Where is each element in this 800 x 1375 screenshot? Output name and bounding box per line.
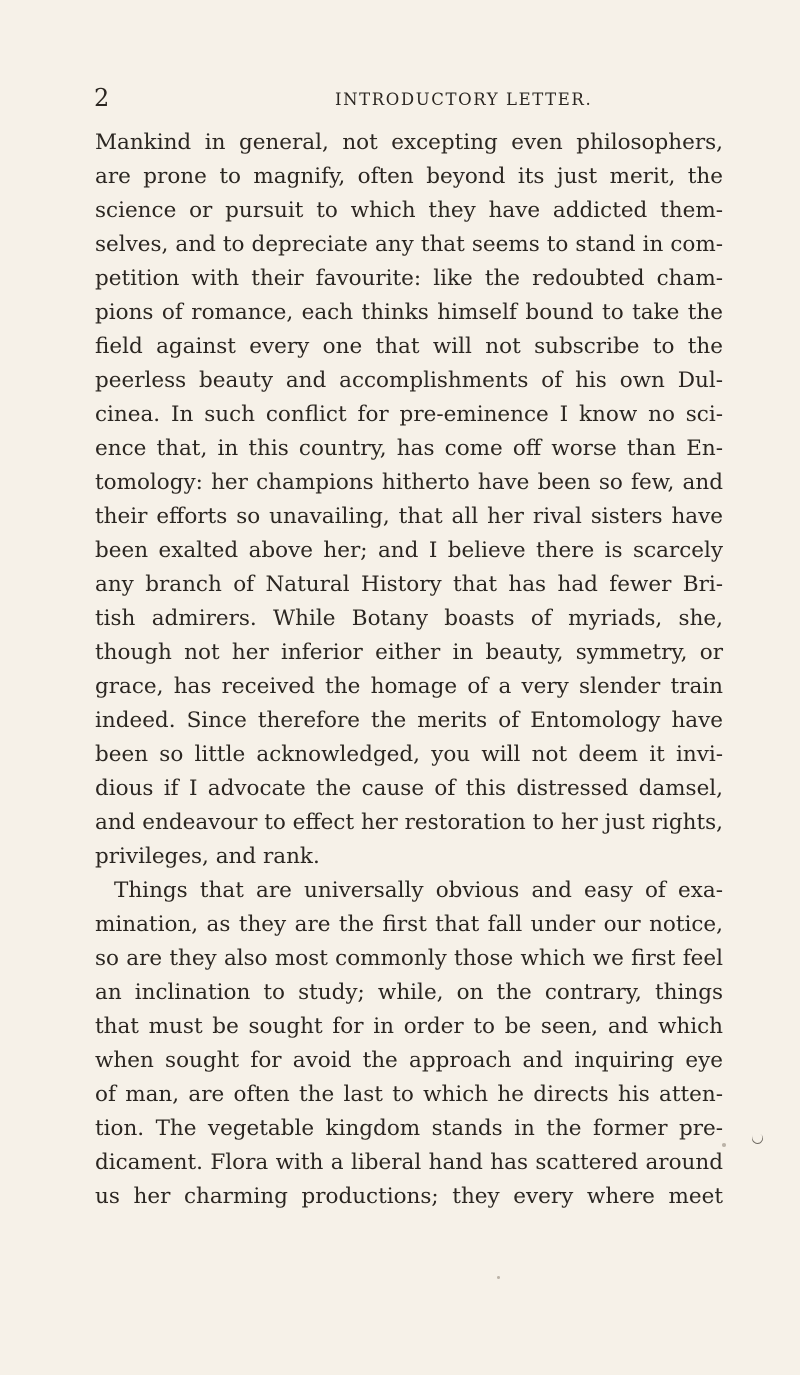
text-line: any branch of Natural History that has had fewer Bri- (95, 572, 723, 597)
text-line: pions of romance, each thinks himself bound to take the (95, 300, 723, 325)
page-number: 2 (94, 84, 110, 112)
text-line: peerless beauty and accomplishments of his own Dul- (95, 368, 723, 393)
text-line: been so little acknowledged, you will not deem it invi- (95, 742, 723, 767)
text-line: been exalted above her; and I believe there is scarcely (95, 538, 723, 563)
text-line: indeed. Since therefore the merits of Entomology have (95, 708, 723, 733)
text-line: when sought for avoid the approach and inquiring eye (95, 1048, 723, 1073)
running-head: INTRODUCTORY LETTER. (335, 90, 593, 109)
text-line: petition with their favourite: like the redoubted cham- (95, 266, 723, 291)
text-line: are prone to magnify, often beyond its just merit, the (95, 164, 723, 189)
text-line: of man, are often the last to which he directs his atten- (95, 1082, 723, 1107)
text-line: tomology: her champions hitherto have been so few, and (95, 470, 723, 495)
text-line: Mankind in general, not excepting even philosophers, (95, 130, 723, 155)
paper-speck (722, 1143, 726, 1147)
text-line: Things that are universally obvious and easy of exa- (114, 878, 723, 903)
text-line: dicament. Flora with a liberal hand has scattered around (95, 1150, 723, 1175)
text-line: cinea. In such conflict for pre-eminence I know no sci- (95, 402, 723, 427)
text-line: their efforts so unavailing, that all her rival sisters have (95, 504, 723, 529)
text-line: ence that, in this country, has come off worse than En- (95, 436, 723, 461)
text-line: field against every one that will not subscribe to the (95, 334, 723, 359)
text-line: privileges, and rank. (95, 844, 320, 869)
text-line: so are they also most commonly those which we first feel (95, 946, 723, 971)
text-line: science or pursuit to which they have addicted them- (95, 198, 723, 223)
text-line: selves, and to depreciate any that seems to stand in com- (95, 232, 723, 257)
text-line: that must be sought for in order to be seen, and which (95, 1014, 723, 1039)
text-line: tish admirers. While Botany boasts of myriads, she, (95, 606, 723, 631)
text-line: though not her inferior either in beauty, symmetry, or (95, 640, 723, 665)
text-line: and endeavour to effect her restoration to her just rights, (95, 810, 723, 835)
text-line: us her charming productions; they every where meet (95, 1184, 723, 1209)
text-line: grace, has received the homage of a very slender train (95, 674, 723, 699)
paper-mark (750, 1131, 765, 1146)
text-line: mination, as they are the first that fall under our notice, (95, 912, 723, 937)
paper-speck (497, 1276, 500, 1279)
text-line: an inclination to study; while, on the contrary, things (95, 980, 723, 1005)
text-line: dious if I advocate the cause of this distressed damsel, (95, 776, 723, 801)
text-line: tion. The vegetable kingdom stands in the former pre- (95, 1116, 723, 1141)
